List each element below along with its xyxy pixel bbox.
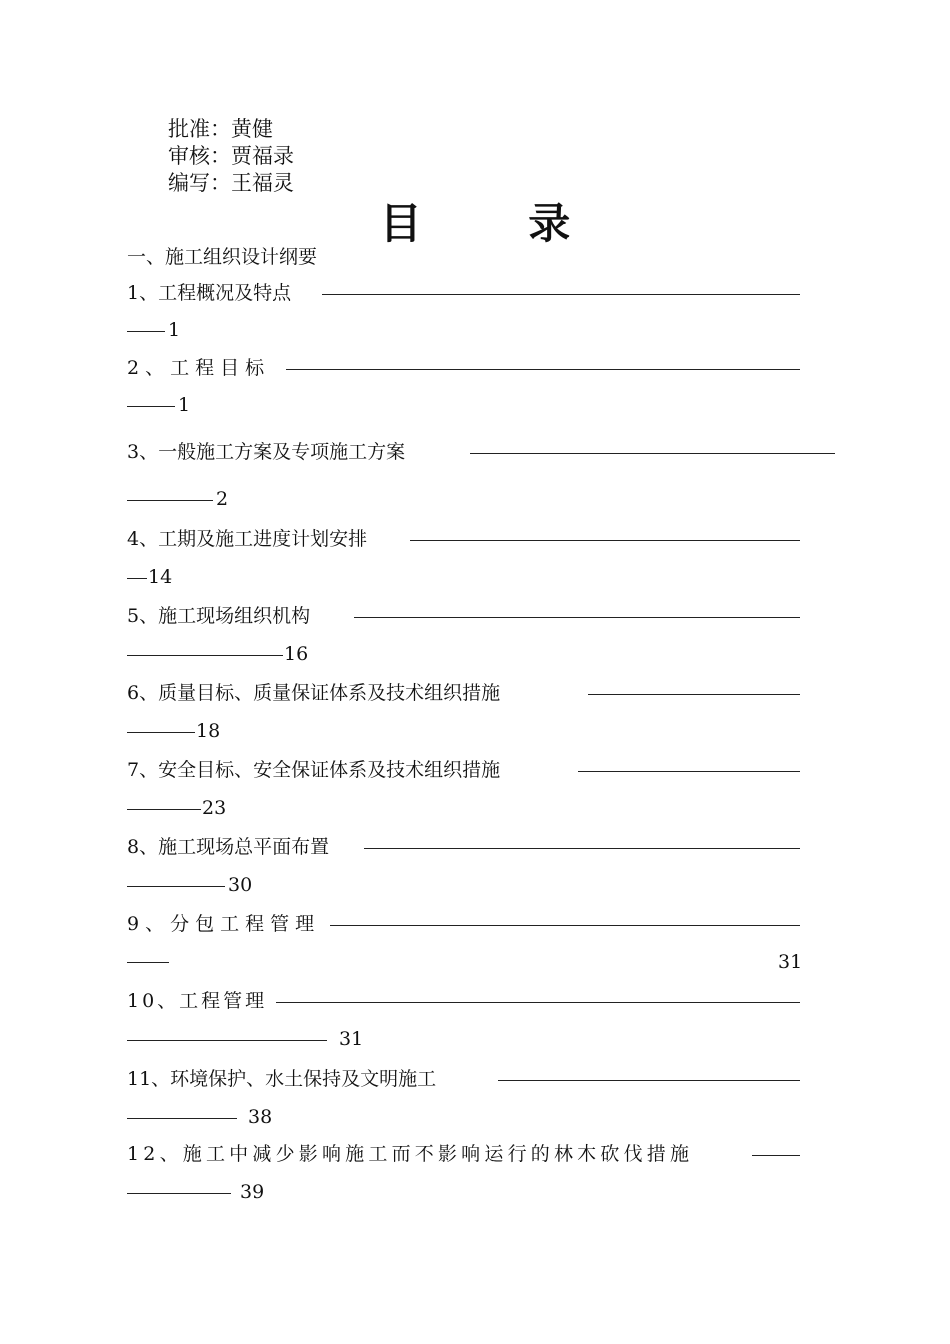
toc-entry-page: 1 [178,394,191,416]
toc-entry-title: 6、质量目标、质量保证体系及技术组织措施 [127,682,501,704]
toc-entry-title: 3、一般施工方案及专项施工方案 [127,441,406,463]
toc-entry-page: 2 [216,488,229,510]
toc-entry-page: 39 [240,1181,265,1203]
toc-entry-title: 4、工期及施工进度计划安排 [127,528,368,550]
leader-dots [127,1193,231,1194]
toc-entry-page: 23 [202,797,227,819]
toc-entry-page: 38 [248,1106,273,1128]
toc-entry-page: 31 [778,951,803,973]
toc-entry-page: 14 [148,566,173,588]
leader-dots [578,771,800,772]
leader-dots [322,294,800,295]
toc-entry-title: 2、工程目标 [127,357,271,379]
toc-entry-title: 8、施工现场总平面布置 [127,836,330,858]
toc-entry-title: 7、安全目标、安全保证体系及技术组织措施 [127,759,501,781]
toc-entry-title: 1、工程概况及特点 [127,282,292,304]
writer-line: 编写：王福灵 [168,171,294,195]
toc-entry-page: 18 [196,720,221,742]
leader-dots [498,1080,800,1081]
leader-dots [470,453,835,454]
approver-line: 批准：黄健 [168,117,273,141]
leader-dots [410,540,800,541]
leader-dots [752,1155,800,1156]
leader-dots [127,406,175,407]
toc-entry-title: 11、环境保护、水土保持及文明施工 [127,1068,437,1090]
leader-dots [127,1040,327,1041]
toc-entry-page: 1 [168,319,181,341]
toc-entry-title: 12、施工中减少影响施工而不影响运行的林木砍伐措施 [127,1143,694,1165]
toc-entry-title: 5、施工现场组织机构 [127,605,311,627]
reviewer-line: 审核：贾福录 [168,144,294,168]
toc-entry-page: 16 [284,643,309,665]
section-heading: 一、施工组织设计纲要 [127,246,318,268]
leader-dots [354,617,800,618]
toc-entry-page: 30 [228,874,253,896]
leader-dots [127,331,165,332]
leader-dots [364,848,800,849]
toc-title: 目 录 [379,199,617,248]
toc-entry-title: 10、工程管理 [127,990,268,1012]
leader-dots [127,886,225,887]
leader-dots [127,655,283,656]
toc-entry-page: 31 [339,1028,364,1050]
leader-dots [127,962,169,963]
leader-dots [286,369,800,370]
leader-dots [276,1002,800,1003]
leader-dots [127,1118,237,1119]
leader-dots [127,732,195,733]
leader-dots [330,925,800,926]
leader-dots [127,809,201,810]
toc-entry-title: 9、分包工程管理 [127,913,321,935]
leader-dots [127,500,213,501]
leader-dots [588,694,800,695]
leader-dots [127,578,147,579]
